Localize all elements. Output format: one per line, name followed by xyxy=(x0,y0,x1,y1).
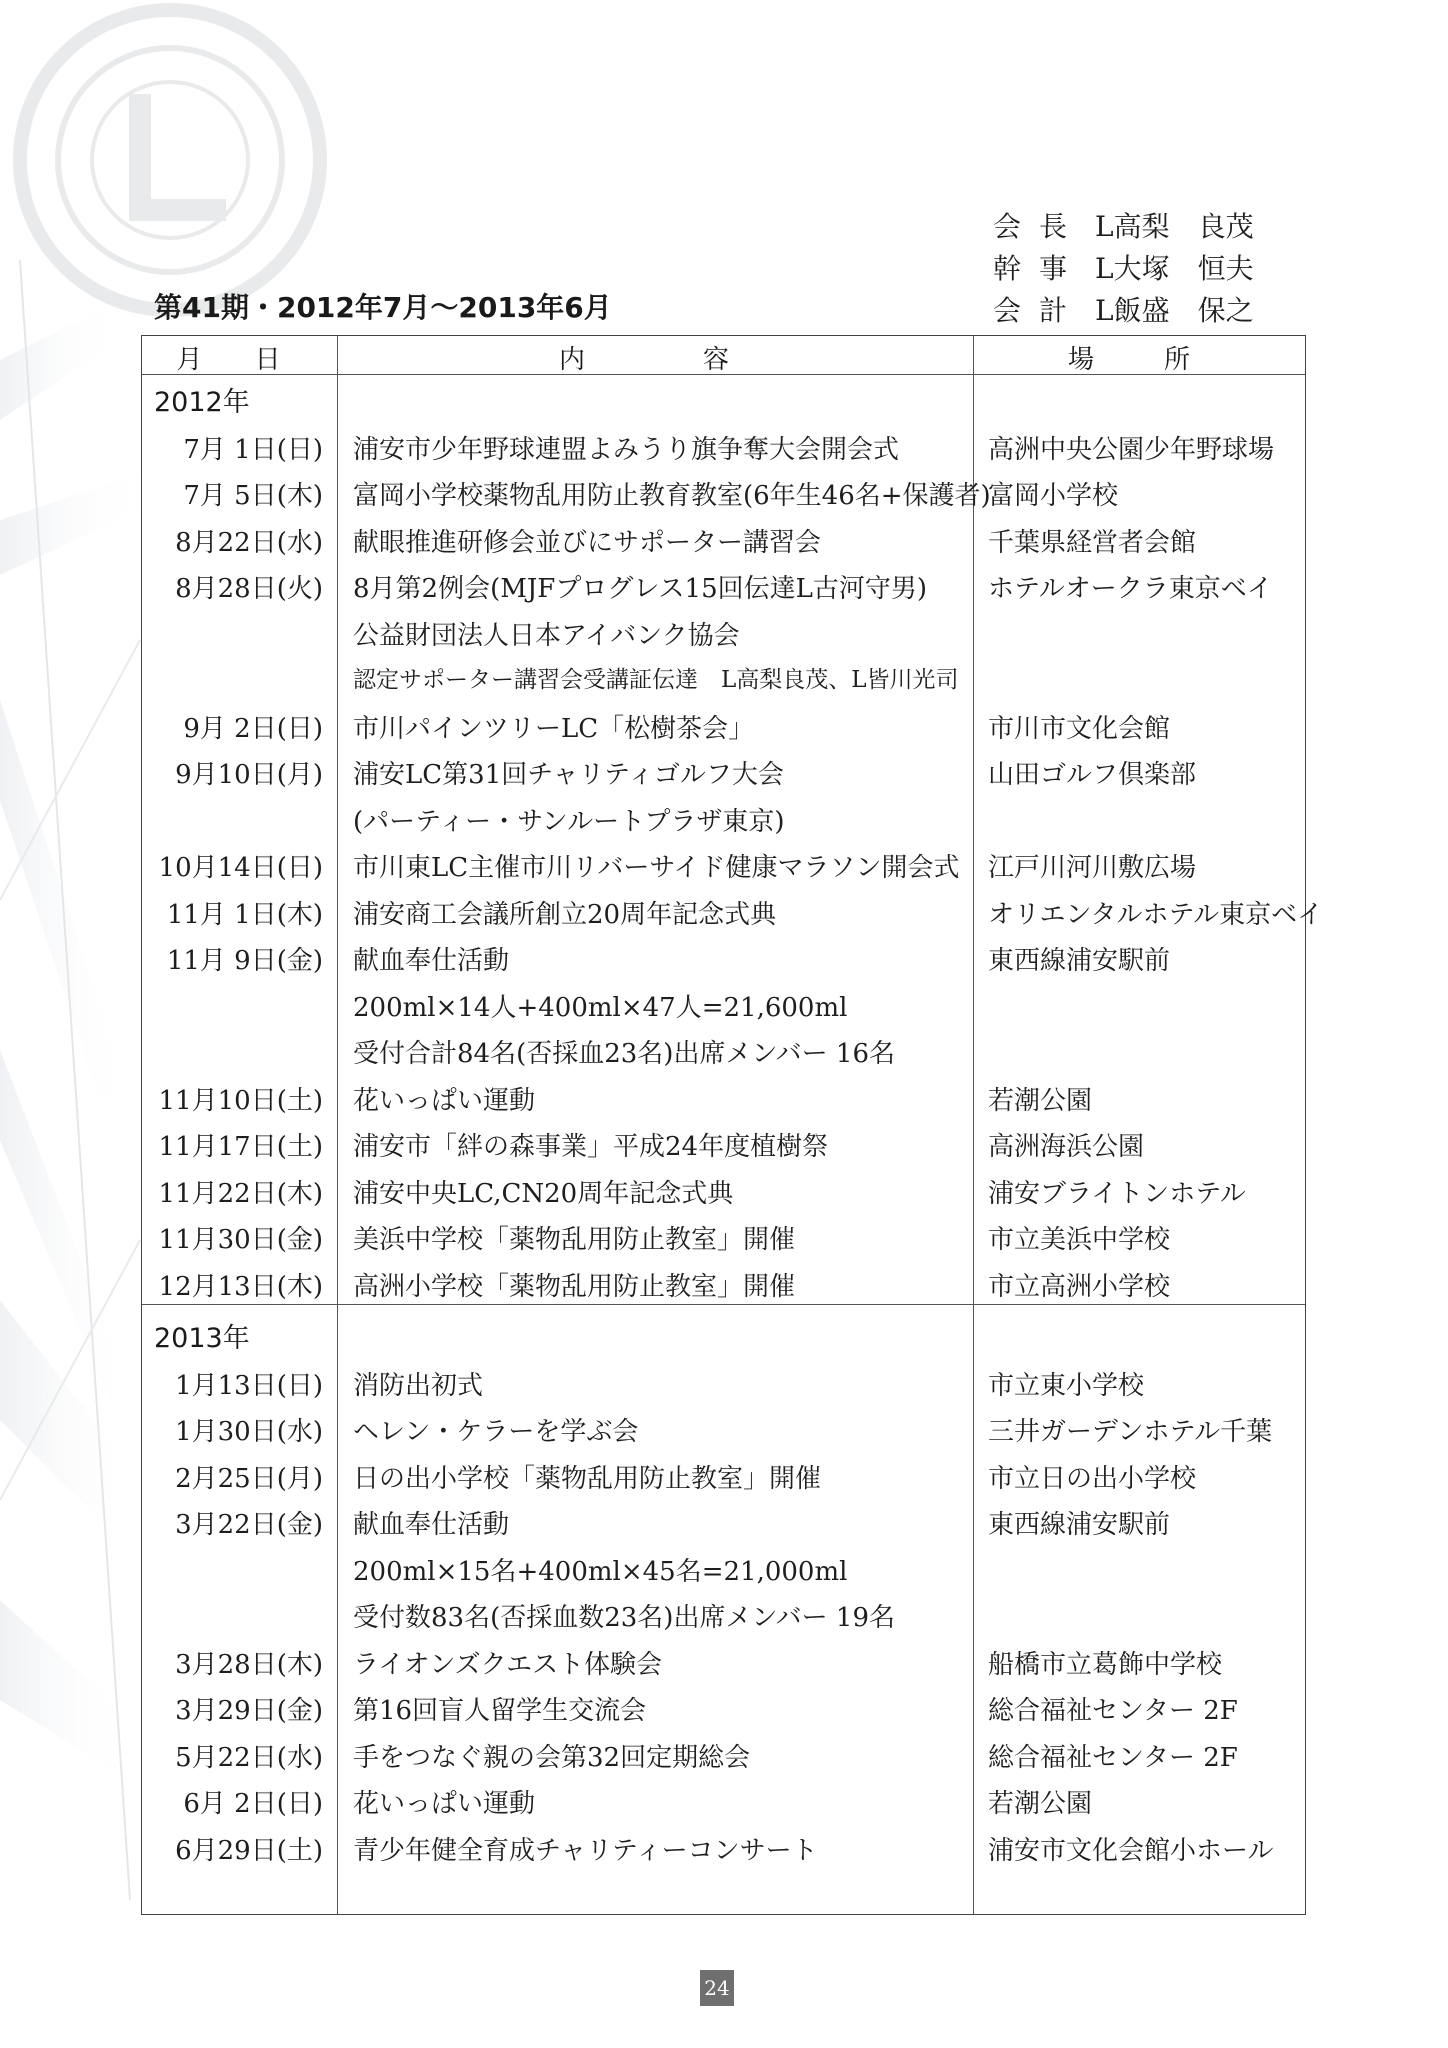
table-row xyxy=(142,940,1305,986)
officer-name: L飯盛 保之 xyxy=(1095,294,1254,327)
table-row xyxy=(142,1126,1305,1172)
event-date: 6月 2日(日) xyxy=(183,1789,323,1819)
event-content: 献血奉仕活動 xyxy=(353,946,510,976)
event-place: 江戸川河川敷広場 xyxy=(988,853,1197,883)
lions-emblem-icon xyxy=(20,10,320,310)
event-place: 総合福祉センター 2F xyxy=(988,1696,1238,1726)
event-place: 市立日の出小学校 xyxy=(988,1463,1197,1494)
officer-secretary xyxy=(993,248,1305,290)
event-date: 12月13日(木) xyxy=(158,1271,323,1302)
event-place: 浦安市文化会館小ホール xyxy=(988,1835,1274,1866)
page-number: 24 xyxy=(700,1970,734,2006)
table-row xyxy=(142,1411,1305,1457)
event-content: 献眼推進研修会並びにサポーター講習会 xyxy=(353,527,822,558)
event-date: 11月10日(土) xyxy=(158,1085,323,1116)
event-date: 6月29日(土) xyxy=(175,1835,323,1866)
event-content: 市川東LC主催市川リバーサイド健康マラソン開会式 xyxy=(353,853,960,883)
table-row xyxy=(142,754,1305,800)
table-row xyxy=(142,1597,1305,1643)
officer-role: 会計 xyxy=(993,294,1086,327)
event-content: 花いっぱい運動 xyxy=(353,1085,536,1116)
table-row xyxy=(142,522,1305,568)
event-content: 青少年健全育成チャリティーコンサート xyxy=(353,1835,818,1866)
table-row xyxy=(142,1737,1305,1783)
event-date: 7月 5日(木) xyxy=(183,481,323,511)
event-content: 認定サポーター講習会受講証伝達 L高梨良茂、L皆川光司 xyxy=(353,667,959,693)
event-content: 献血奉仕活動 xyxy=(353,1510,510,1540)
event-content: 日の出小学校「薬物乱用防止教室」開催 xyxy=(353,1463,822,1494)
table-row xyxy=(142,1830,1305,1876)
header-content: 内 容 xyxy=(558,345,751,375)
table-row xyxy=(142,1551,1305,1597)
event-content: ライオンズクエスト体験会 xyxy=(353,1649,663,1680)
event-content: 公益財団法人日本アイバンク協会 xyxy=(353,620,740,651)
table-row xyxy=(142,568,1305,614)
event-date: 11月22日(木) xyxy=(158,1178,323,1209)
table-row xyxy=(142,429,1305,475)
event-date: 10月14日(日) xyxy=(158,853,323,883)
event-place: ホテルオークラ東京ベイ xyxy=(988,574,1273,604)
event-content: 浦安市少年野球連盟よみうり旗争奪大会開会式 xyxy=(353,434,900,465)
officer-name: L高梨 良茂 xyxy=(1095,210,1254,243)
table-row xyxy=(142,475,1305,521)
officer-president xyxy=(993,206,1305,248)
event-date: 3月29日(金) xyxy=(175,1696,323,1726)
event-place: 若潮公園 xyxy=(988,1085,1093,1116)
event-content: 受付合計84名(否採血23名)出席メンバー 16名 xyxy=(353,1039,895,1069)
event-content: 受付数83名(否採血数23名)出席メンバー 19名 xyxy=(353,1603,895,1633)
table-row xyxy=(142,894,1324,940)
event-place: 高洲海浜公園 xyxy=(988,1132,1145,1162)
event-date: 5月22日(水) xyxy=(175,1742,323,1773)
event-date: 2月25日(月) xyxy=(175,1463,323,1494)
event-date: 8月28日(火) xyxy=(175,574,323,604)
year-label: 2013年 xyxy=(154,1323,250,1354)
period-title: 第41期・2012年7月〜2013年6月 xyxy=(154,291,612,324)
event-date: 11月 1日(木) xyxy=(166,899,323,930)
table-row xyxy=(142,1644,1305,1690)
event-date: 9月10日(月) xyxy=(175,760,323,790)
event-place: オリエンタルホテル東京ベイ xyxy=(988,899,1324,930)
event-date: 1月13日(日) xyxy=(175,1370,323,1401)
event-content: 200ml×14人+400ml×47人=21,600ml xyxy=(353,992,848,1023)
table-row xyxy=(142,1173,1305,1219)
table-row xyxy=(142,1080,1305,1126)
event-place: 若潮公園 xyxy=(988,1789,1093,1819)
table-row xyxy=(142,1266,1305,1312)
event-place: 市立高洲小学校 xyxy=(988,1271,1171,1302)
event-place: 市立美浜中学校 xyxy=(988,1225,1171,1255)
table-row xyxy=(142,1504,1305,1550)
event-date: 7月 1日(日) xyxy=(183,434,323,465)
event-date: 3月22日(金) xyxy=(175,1510,323,1540)
event-place: 千葉県経営者会館 xyxy=(988,527,1197,558)
officer-name: L大塚 恒夫 xyxy=(1095,252,1254,285)
event-place: 富岡小学校 xyxy=(988,481,1119,511)
event-place: 東西線浦安駅前 xyxy=(988,1510,1171,1540)
event-date: 8月22日(水) xyxy=(175,527,323,558)
event-content: ヘレン・ケラーを学ぶ会 xyxy=(353,1417,639,1447)
event-date: 11月30日(金) xyxy=(158,1225,323,1255)
event-date: 1月30日(水) xyxy=(175,1417,323,1447)
officer-treasurer xyxy=(993,290,1305,332)
event-content: 美浜中学校「薬物乱用防止教室」開催 xyxy=(353,1225,796,1255)
event-content: (パーティー・サンルートプラザ東京) xyxy=(353,806,785,837)
event-place: 船橋市立葛飾中学校 xyxy=(988,1649,1223,1680)
table-row xyxy=(142,987,1305,1033)
event-content: 200ml×15名+400ml×45名=21,000ml xyxy=(353,1556,848,1587)
event-content: 高洲小学校「薬物乱用防止教室」開催 xyxy=(353,1271,796,1302)
event-date: 11月 9日(金) xyxy=(166,946,323,976)
event-place: 山田ゴルフ倶楽部 xyxy=(988,760,1197,790)
table-row xyxy=(142,661,1305,707)
event-content: 浦安市「絆の森事業」平成24年度植樹祭 xyxy=(353,1132,829,1162)
table-row xyxy=(142,1365,1305,1411)
table-row xyxy=(142,708,1305,754)
event-date: 3月28日(木) xyxy=(175,1649,323,1680)
table-row xyxy=(142,801,1305,847)
header-date: 月 日 xyxy=(176,345,303,375)
table-row xyxy=(142,1458,1305,1504)
officer-role: 会長 xyxy=(993,210,1086,243)
event-place: 高洲中央公園少年野球場 xyxy=(988,434,1275,465)
event-content: 富岡小学校薬物乱用防止教育教室(6年生46名+保護者) xyxy=(353,481,991,511)
table-row xyxy=(142,847,1305,893)
event-content: 浦安中央LC,CN20周年記念式典 xyxy=(353,1178,734,1209)
event-content: 消防出初式 xyxy=(353,1370,484,1401)
table-row xyxy=(142,1219,1305,1265)
schedule-table xyxy=(141,335,1324,1915)
event-content: 市川パインツリーLC「松樹茶会」 xyxy=(353,713,755,744)
event-place: 三井ガーデンホテル千葉 xyxy=(988,1417,1273,1447)
event-content: 花いっぱい運動 xyxy=(353,1789,536,1819)
event-place: 市立東小学校 xyxy=(988,1370,1145,1401)
event-content: 浦安LC第31回チャリティゴルフ大会 xyxy=(353,760,784,790)
event-date: 9月 2日(日) xyxy=(183,713,323,744)
event-content: 8月第2例会(MJFプログレス15回伝達L古河守男) xyxy=(353,574,928,604)
header-place: 場 所 xyxy=(1067,345,1212,375)
event-content: 手をつなぐ親の会第32回定期総会 xyxy=(353,1742,751,1773)
officer-role: 幹事 xyxy=(993,252,1086,285)
year-label: 2012年 xyxy=(154,387,250,418)
table-row xyxy=(142,1783,1305,1829)
event-date: 11月17日(土) xyxy=(158,1132,323,1162)
event-content: 浦安商工会議所創立20周年記念式典 xyxy=(353,899,777,930)
officers-list xyxy=(993,206,1305,332)
event-place: 東西線浦安駅前 xyxy=(988,946,1171,976)
event-place: 浦安ブライトンホテル xyxy=(988,1178,1246,1209)
event-place: 総合福祉センター 2F xyxy=(988,1742,1238,1773)
table-row xyxy=(142,1690,1305,1736)
event-place: 市川市文化会館 xyxy=(988,713,1171,744)
event-content: 第16回盲人留学生交流会 xyxy=(353,1696,647,1726)
table-row xyxy=(142,615,1305,661)
table-header xyxy=(142,336,1305,374)
table-row xyxy=(142,1033,1305,1079)
